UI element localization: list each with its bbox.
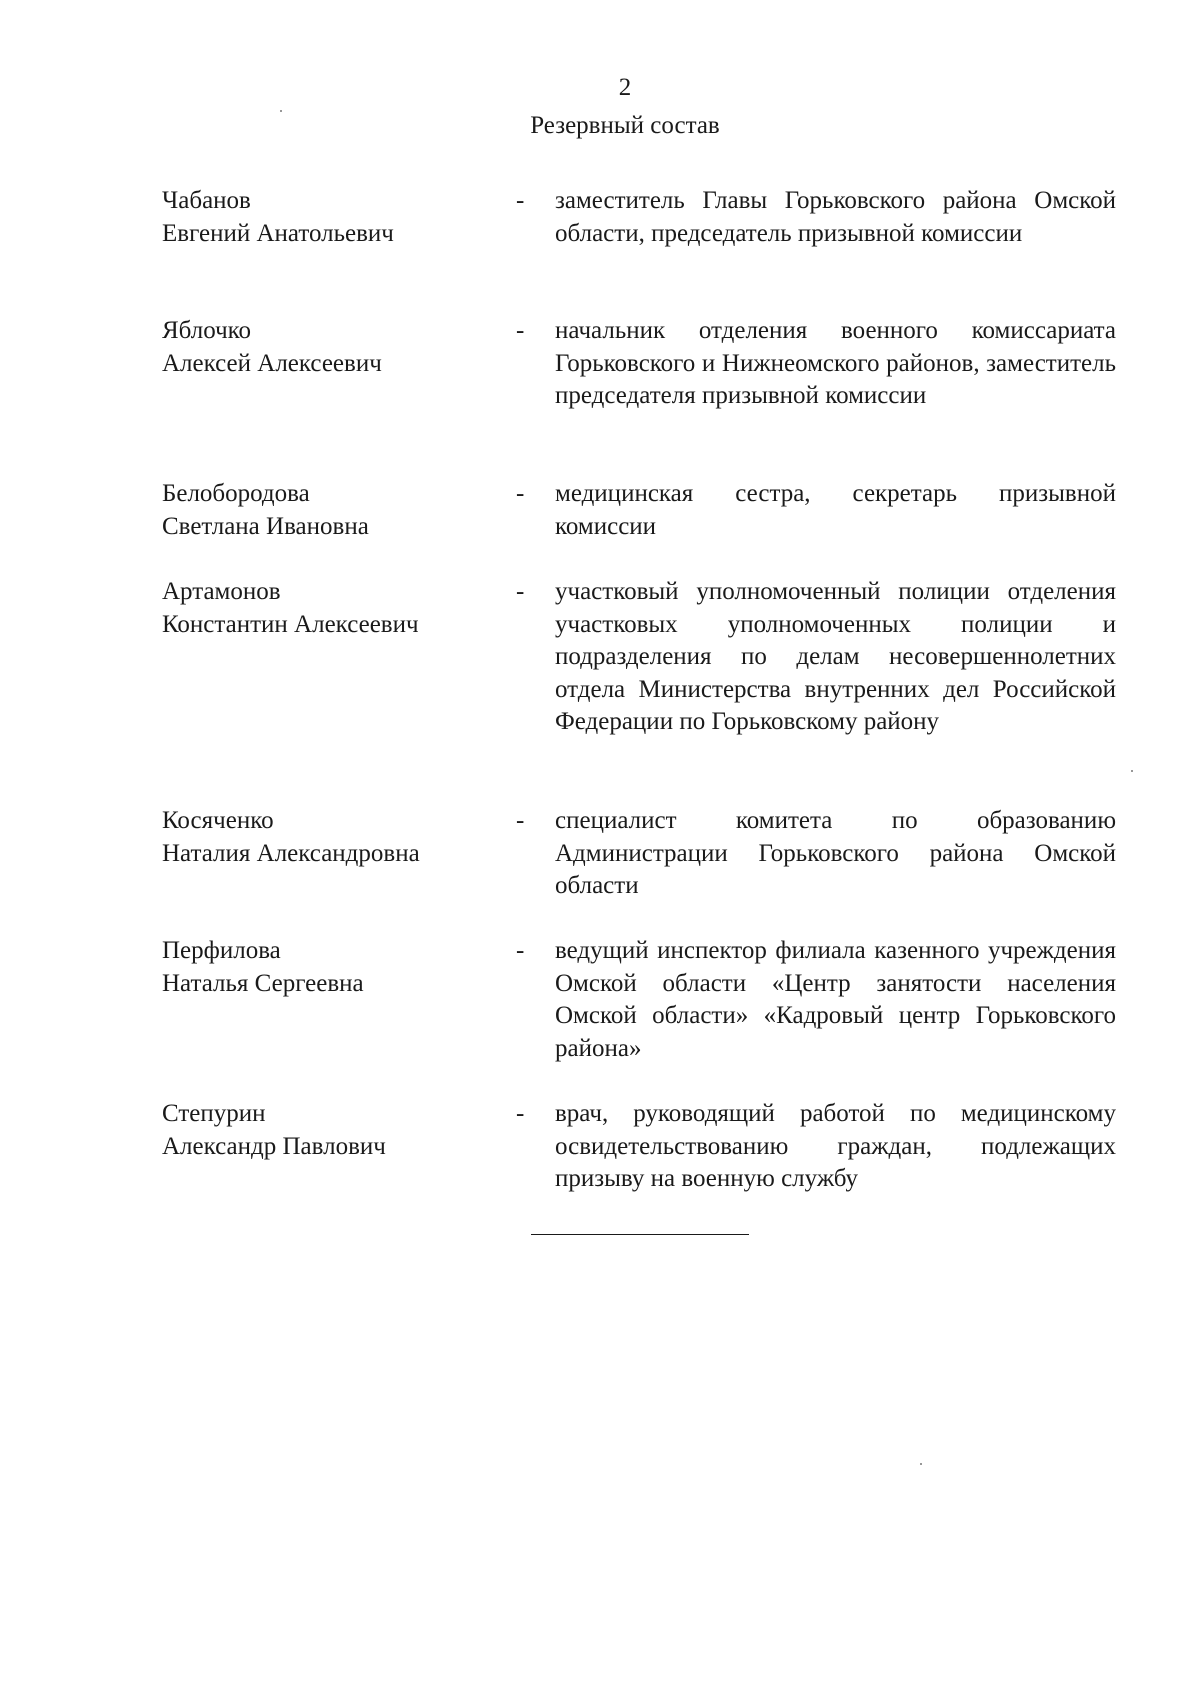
member-surname: Степурин	[162, 1100, 266, 1127]
section-title: Резервный состав	[530, 112, 720, 139]
member-given-names: Константин Алексеевич	[162, 610, 419, 638]
member-role: начальник отделения военного комиссариата Горьковского и Нижнеомского районов, заместитель председателя призывной комиссии	[555, 317, 1116, 409]
member-role: заместитель Главы Горьковского района Омской области, председатель призывной комиссии	[555, 187, 1116, 247]
member-given-names: Алексей Алексеевич	[162, 349, 382, 377]
member-dash: -	[516, 578, 525, 605]
member-dash: -	[516, 937, 525, 964]
member-role: врач, руководящий работой по медицинскому освидетельствованию граждан, подлежащих призыву на военную службу	[555, 1100, 1116, 1192]
member-given-names: Евгений Анатольевич	[162, 219, 394, 247]
member-name	[162, 935, 502, 1000]
member-name	[162, 315, 502, 380]
member-dash: -	[516, 187, 525, 214]
member-name	[162, 1098, 502, 1163]
member-dash: -	[516, 807, 525, 834]
member-dash: -	[516, 480, 525, 507]
member-name	[162, 576, 502, 641]
scan-speck	[280, 110, 282, 112]
member-role: специалист комитета по образованию Администрации Горьковского района Омской области	[555, 807, 1116, 899]
scan-speck	[920, 1463, 922, 1465]
member-surname: Чабанов	[162, 187, 251, 214]
member-name	[162, 478, 502, 543]
member-given-names: Александр Павлович	[162, 1132, 386, 1160]
page-number: 2	[618, 74, 632, 101]
member-surname: Белобородова	[162, 480, 310, 507]
closing-rule	[531, 1234, 749, 1235]
member-role: ведущий инспектор филиала казенного учреждения Омской области «Центр занятости населения Омской области» «Кадровый центр Горьковского района»	[555, 937, 1116, 1062]
member-surname: Артамонов	[162, 578, 281, 605]
member-surname: Косяченко	[162, 807, 274, 834]
member-surname: Перфилова	[162, 937, 281, 964]
member-dash: -	[516, 317, 525, 344]
member-role: участковый уполномоченный полиции отделения участковых уполномоченных полиции и подразделения по делам несовершеннолетних отдела Министерства внутренних дел Российской Федерации по Горьковскому району	[555, 578, 1116, 735]
member-given-names: Светлана Ивановна	[162, 512, 369, 540]
member-given-names: Наталья Сергеевна	[162, 969, 364, 997]
member-dash: -	[516, 1100, 525, 1127]
member-surname: Яблочко	[162, 317, 252, 344]
member-name	[162, 185, 502, 250]
member-given-names: Наталия Александровна	[162, 839, 420, 867]
member-role: медицинская сестра, секретарь призывной комиссии	[555, 480, 1116, 540]
member-name	[162, 805, 502, 870]
scan-speck	[1131, 770, 1133, 772]
